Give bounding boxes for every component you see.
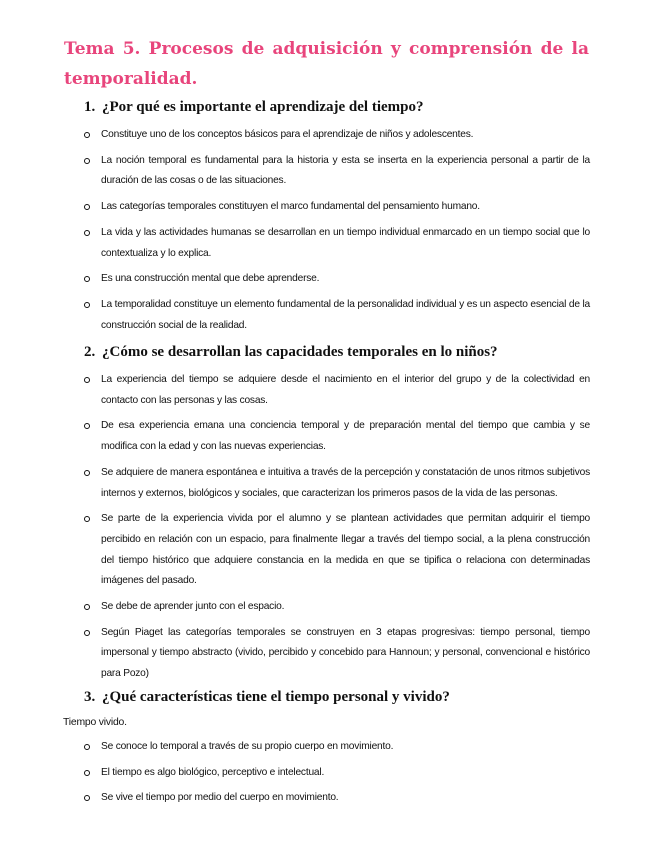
list-item: La vida y las actividades humanas se desarrollan en un tiempo individual enmarcado en un tiempo social que lo contextualiza y lo explica. [84,223,590,264]
section-2-list [84,370,590,685]
section-1-list [84,125,590,336]
section-1-question: ¿Por qué es importante el aprendizaje del tiempo? [102,99,424,115]
bullet-icon [84,204,90,210]
list-item: La experiencia del tiempo se adquiere desde el nacimiento en el interior del grupo y de la colectividad en contacto con las personas y las cosas. [84,370,590,411]
list-item: De esa experiencia emana una conciencia temporal y de preparación mental del tiempo que cambia y se modifica con la edad y con las nuevas experiencias. [84,416,590,457]
bullet-icon [84,302,90,308]
bullet-icon [84,423,90,429]
section-2-number: 2. [84,344,96,360]
bullet-icon [84,604,90,610]
bullet-icon [84,795,90,801]
list-item: Se conoce lo temporal a través de su propio cuerpo en movimiento. [84,737,590,758]
list-item: Es una construcción mental que debe aprenderse. [84,269,590,290]
list-item: Constituye uno de los conceptos básicos para el aprendizaje de niños y adolescentes. [84,125,590,146]
list-item: Se adquiere de manera espontánea e intuitiva a través de la percepción y constatación de unos ritmos subjetivos internos y externos, biológicos y sociales, que caracterizan los primeros pasos de la vida de las personas. [84,463,590,504]
list-item: Las categorías temporales constituyen el marco fundamental del pensamiento humano. [84,197,590,218]
page-title: Tema 5. Procesos de adquisición y comprensión de la temporalidad. [64,39,589,89]
bullet-icon [84,158,90,164]
bullet-icon [84,744,90,750]
section-2-question: ¿Cómo se desarrollan las capacidades temporales en lo niños? [102,344,498,360]
list-item: Según Piaget las categorías temporales se construyen en 3 etapas progresivas: tiempo personal, tiempo impersonal y tiempo abstracto (vivido, percibido y concebido para Hannoun; y personal, convencional e histórico para Pozo) [84,623,590,685]
section-2-heading [84,344,498,361]
bullet-icon [84,377,90,383]
bullet-icon [84,230,90,236]
bullet-icon [84,516,90,522]
list-item: Se parte de la experiencia vivida por el alumno y se plantean actividades que permitan adquirir el tiempo percibido en relación con un espacio, para finalmente llegar a través del tiempo social, a la plena construcción del tiempo histórico que adquiere constancia en la medida en que se tipifica o relaciona con determinadas imágenes del pasado. [84,509,590,592]
bullet-icon [84,770,90,776]
bullet-icon [84,470,90,476]
list-item: Se debe de aprender junto con el espacio. [84,597,590,618]
section-3-number: 3. [84,689,96,705]
section-1-number: 1. [84,99,96,115]
list-item: La temporalidad constituye un elemento fundamental de la personalidad individual y es un aspecto esencial de la construcción social de la realidad. [84,295,590,336]
bullet-icon [84,276,90,282]
section-3-question: ¿Qué características tiene el tiempo personal y vivido? [102,689,450,705]
bullet-icon [84,630,90,636]
section-3-heading [84,689,450,706]
section-3-list [84,737,590,809]
section-3-subheading: Tiempo vivido. [63,717,127,728]
list-item: El tiempo es algo biológico, perceptivo e intelectual. [84,763,590,784]
list-item: La noción temporal es fundamental para la historia y esta se inserta en la experiencia personal a partir de la duración de las cosas o de las situaciones. [84,151,590,192]
bullet-icon [84,132,90,138]
section-1-heading [84,99,424,116]
list-item: Se vive el tiempo por medio del cuerpo en movimiento. [84,788,590,809]
